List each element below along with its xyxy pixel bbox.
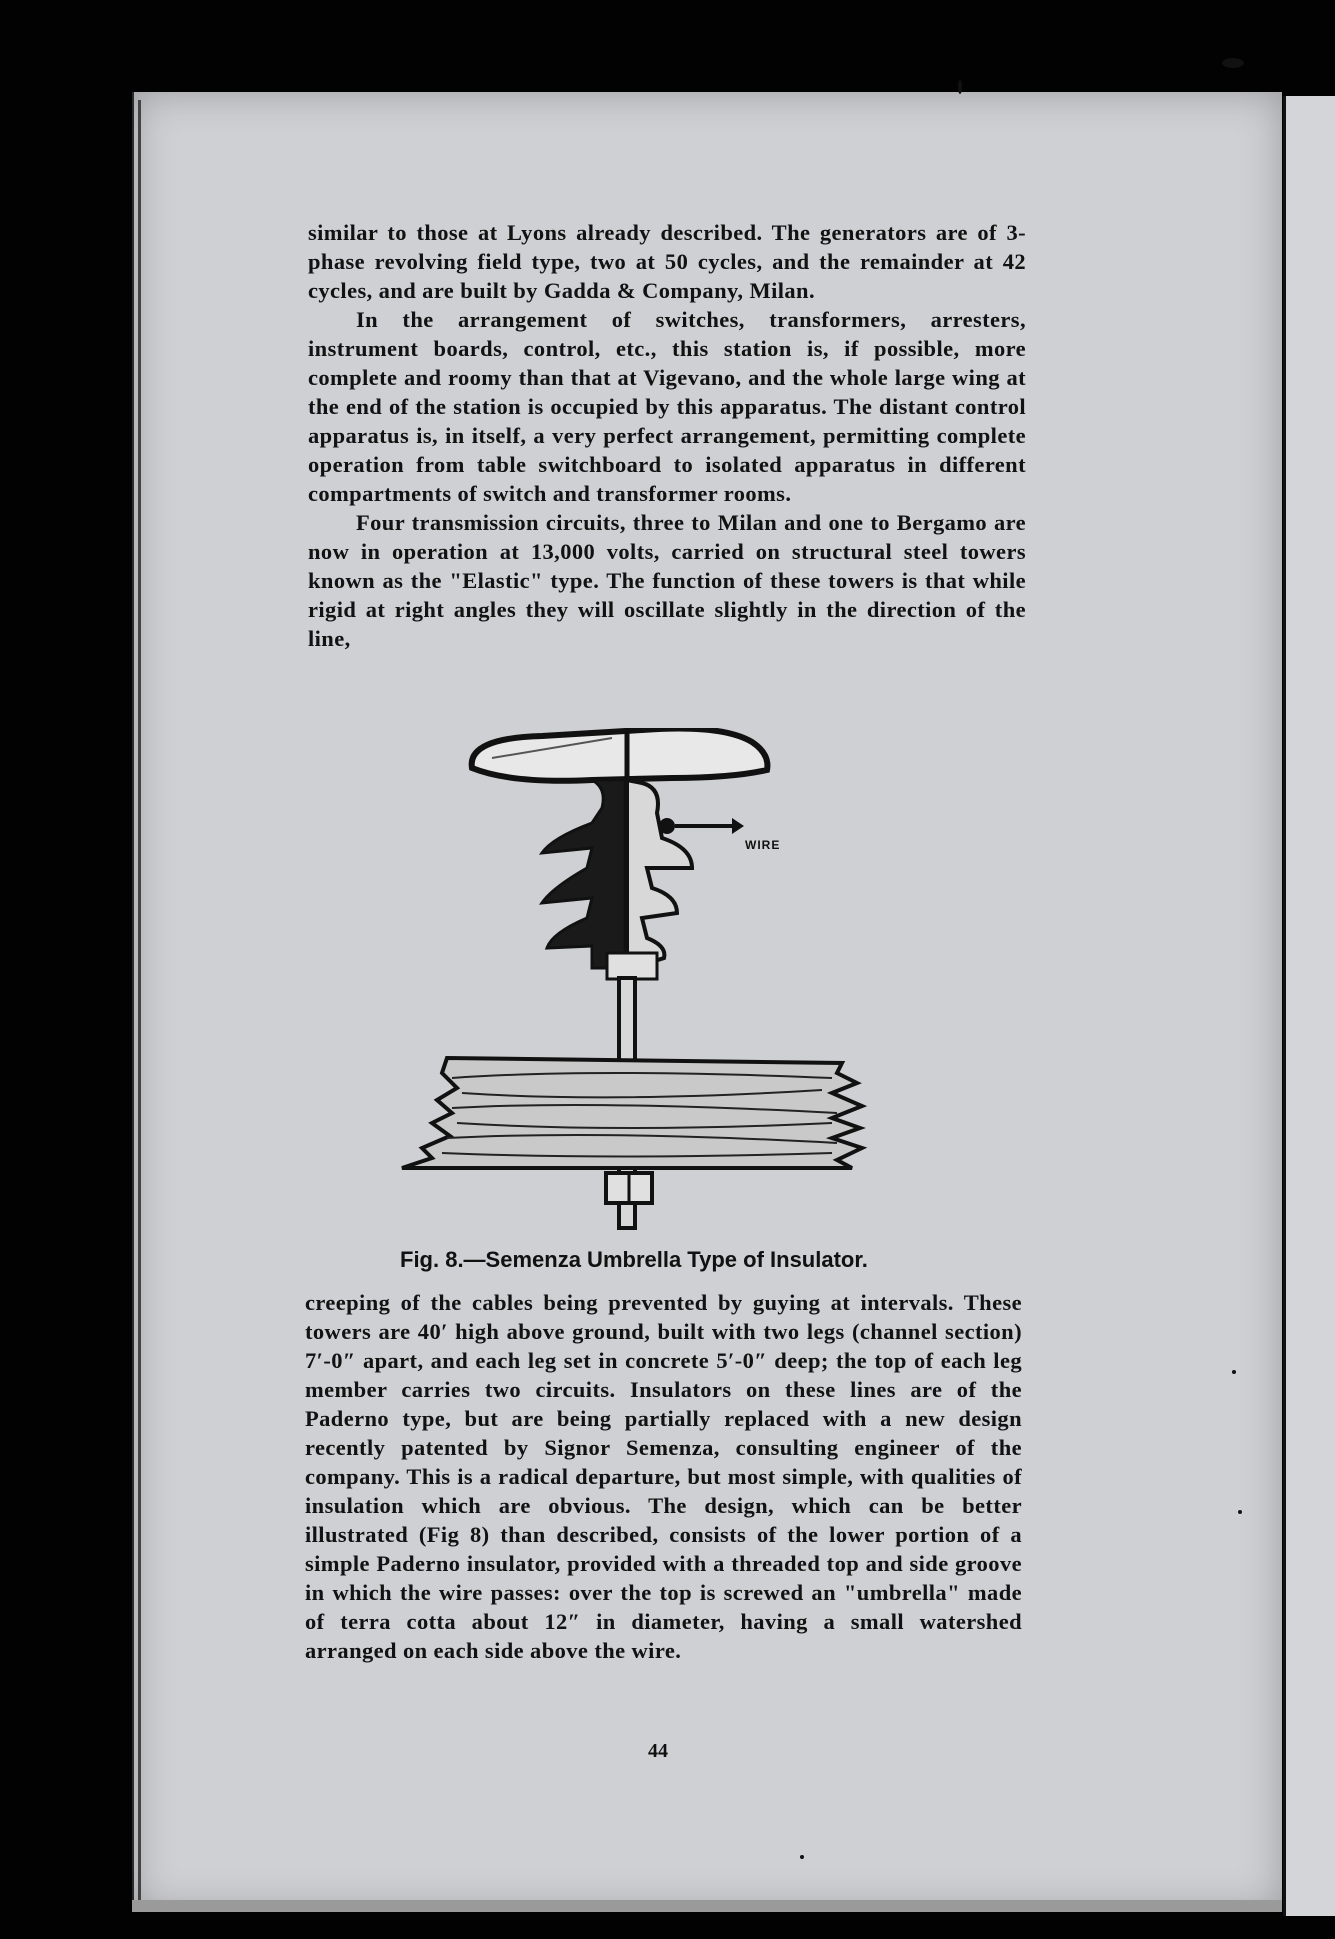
paragraph-1: similar to those at Lyons already described. The generators are of 3-phase revolving field type, two at 50 cycles, and the remainder at 42 cycles, and are built by Gadda & Company, Milan. <box>308 220 1026 303</box>
insulator-figure <box>392 728 952 1248</box>
wooden-crossarm <box>402 1058 862 1168</box>
wire-groove <box>659 818 675 834</box>
figure-caption: Fig. 8.—Semenza Umbrella Type of Insulator. <box>400 1247 868 1272</box>
scan-speck <box>800 1855 804 1859</box>
body-text-top <box>308 218 1026 653</box>
scan-speck <box>1222 58 1244 68</box>
insulator-right-section <box>627 780 692 968</box>
paragraph-4: creeping of the cables being prevented by guying at intervals. These towers are 40′ high above ground, built with two legs (channel section) 7′-0″ apart, and each leg set in concrete 5′-0″ deep; the top of each leg member carries two circuits. Insulators on these lines are of the Paderno type, but are being partially replaced with a new design recently patented by Signor Semenza, consulting engineer of the company. This is a radical departure, but most simple, with qualities of insulation which are obvious. The design, which can be better illustrated (Fig 8) than described, consists of the lower portion of a simple Paderno insulator, provided with a threaded top and side groove in which the wire passes: over the top is screwed an "umbrella" made of terra cotta about 12″ in diameter, having a small watershed arranged on each side above the wire. <box>305 1290 1022 1663</box>
scan-speck <box>1238 1510 1242 1514</box>
body-text-bottom <box>305 1288 1022 1665</box>
binding-edge <box>138 100 141 1900</box>
scan-speck <box>958 80 962 94</box>
wire-label: WIRE <box>745 838 781 852</box>
insulator-drawing <box>392 728 952 1248</box>
page-bottom-edge <box>132 1900 1282 1912</box>
paragraph-2: In the arrangement of switches, transformers, arresters, instrument boards, control, etc., this station is, if possible, more complete and roomy than that at Vigevano, and the whole large wing at the end of the station is occupied by this apparatus. The distant control apparatus is, in itself, a very perfect arrangement, permitting complete operation from table switchboard to isolated apparatus in different compartments of switch and transformer rooms. <box>308 307 1026 506</box>
insulator-left-section <box>542 780 625 968</box>
pin-nut-top <box>607 953 657 979</box>
facing-page-edge <box>1283 96 1335 1916</box>
paragraph-3: Four transmission circuits, three to Milan and one to Bergamo are now in operation at 13,000 volts, carried on structural steel towers known as the "Elastic" type. The function of these towers is that while rigid at right angles they will oscillate slightly in the direction of the line, <box>308 510 1026 651</box>
page-number: 44 <box>648 1740 668 1762</box>
scan-speck <box>1232 1370 1236 1374</box>
